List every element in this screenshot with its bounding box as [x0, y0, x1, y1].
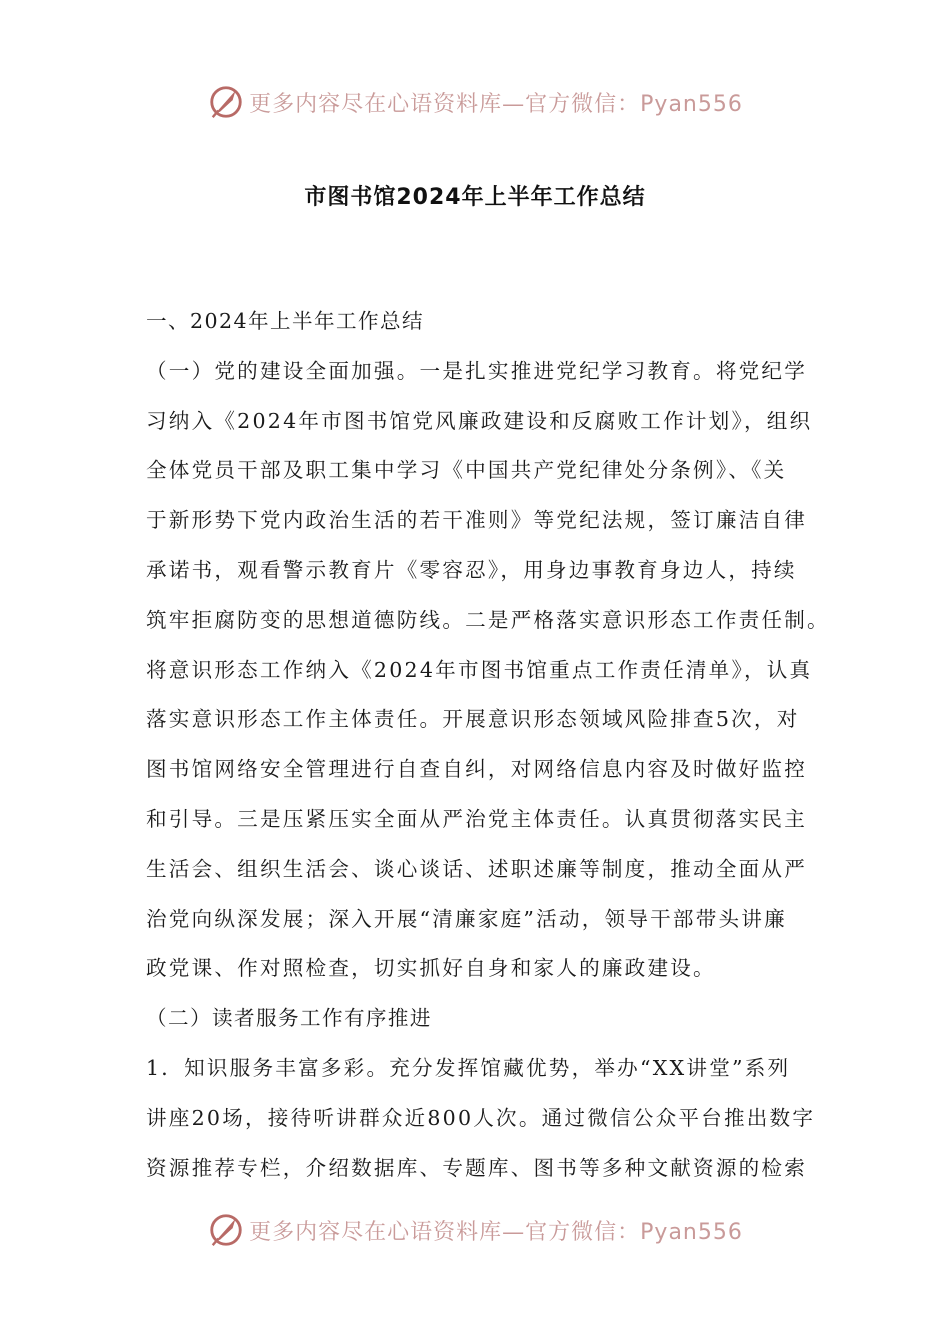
paragraph-line: 生活会、组织生活会、谈心谈话、述职述廉等制度，推动全面从严 [146, 856, 808, 881]
quill-logo-icon [207, 83, 245, 121]
footer-watermark-banner [0, 1208, 950, 1252]
paragraph-line: 讲座20场，接待听讲群众近800人次。通过微信公众平台推出数字 [146, 1105, 816, 1130]
paragraph-line: 筑牢拒腐防变的思想道德防线。二是严格落实意识形态工作责任制。 [146, 607, 830, 632]
paragraph-line: 政党课、作对照检查，切实抓好自身和家人的廉政建设。 [146, 956, 716, 981]
banner-text: 更多内容尽在心语资料库—官方微信：Pyan556 [249, 91, 743, 117]
paragraph-line: （一）党的建设全面加强。一是扎实推进党纪学习教育。将党纪学 [146, 358, 808, 383]
paragraph-line: 落实意识形态工作主体责任。开展意识形态领域风险排查5次，对 [146, 707, 800, 732]
banner-text: 更多内容尽在心语资料库—官方微信：Pyan556 [249, 1219, 743, 1245]
paragraph-line: 资源推荐专栏，介绍数据库、专题库、图书等多种文献资源的检索 [146, 1155, 808, 1180]
document-title: 市图书馆2024年上半年工作总结 [304, 185, 646, 210]
paragraph-line: 将意识形态工作纳入《2024年市图书馆重点工作责任清单》，认真 [146, 657, 813, 682]
paragraph-line: 1．知识服务丰富多彩。充分发挥馆藏优势，举办“XX讲堂”系列 [146, 1055, 791, 1080]
quill-logo-icon [207, 1211, 245, 1249]
paragraph-line: 图书馆网络安全管理进行自查自纠，对网络信息内容及时做好监控 [146, 757, 808, 782]
header-watermark-banner [0, 80, 950, 124]
wechat-id: Pyan556 [640, 1219, 743, 1245]
paragraph-line: 习纳入《2024年市图书馆党风廉政建设和反腐败工作计划》，组织 [146, 408, 813, 433]
paragraph-line: 和引导。三是压紧压实全面从严治党主体责任。认真贯彻落实民主 [146, 806, 808, 831]
document-body [146, 297, 830, 1193]
paragraph-line: 治党向纵深发展；深入开展“清廉家庭”活动，领导干部带头讲廉 [146, 906, 787, 931]
wechat-id: Pyan556 [640, 91, 743, 117]
paragraph-line: 承诺书，观看警示教育片《零容忍》，用身边事教育身边人，持续 [146, 557, 797, 582]
subsection-heading: （二）读者服务工作有序推进 [146, 1006, 432, 1031]
paragraph-line: 全体党员干部及职工集中学习《中国共产党纪律处分条例》、《关 [146, 458, 787, 483]
paragraph-line: 于新形势下党内政治生活的若干准则》等党纪法规，签订廉洁自律 [146, 508, 808, 533]
section-heading: 一、2024年上半年工作总结 [146, 309, 424, 333]
